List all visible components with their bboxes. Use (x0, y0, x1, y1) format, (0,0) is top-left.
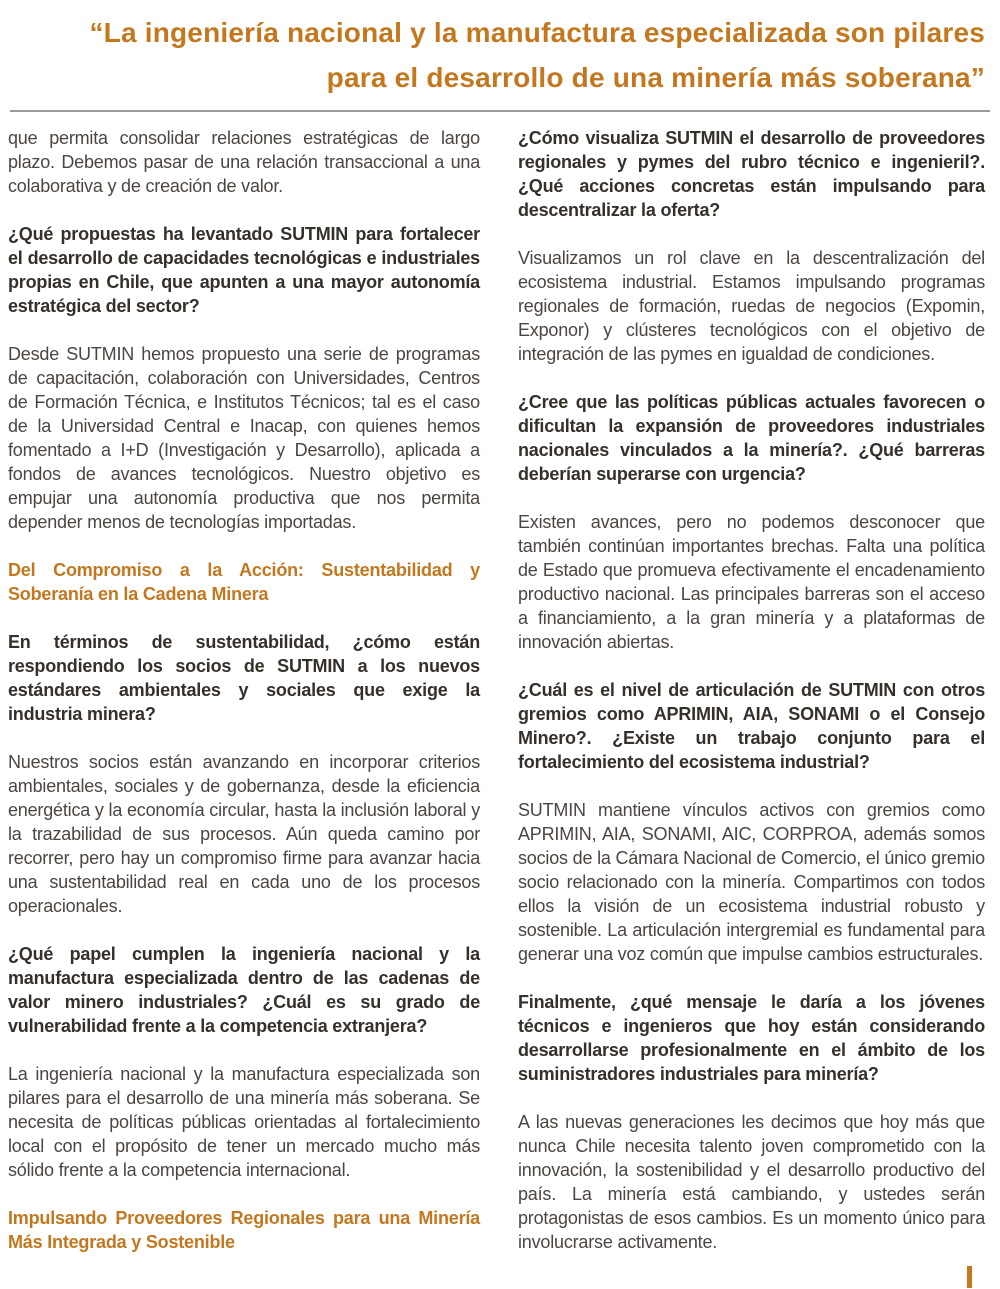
interview-question: ¿Cuál es el nivel de articulación de SUTMIN con otros gremios como APRIMIN, AIA, SONAMI o el Consejo Minero?. ¿Existe un trabajo conjunto para el fortalecimiento del ecosistema industrial? (518, 680, 985, 772)
right-column (518, 126, 985, 1254)
section-heading: Impulsando Proveedores Regionales para una Minería Más Integrada y Sostenible (8, 1208, 480, 1252)
left-column (8, 126, 480, 1254)
interview-answer: Nuestros socios están avanzando en incorporar criterios ambientales, sociales y de gobernanza, desde la eficiencia energética y la economía circular, hasta la inclusión laboral y la trazabilidad de sus procesos. Aún queda camino por recorrer, pero hay un compromiso firme para avanzar hacia una sustentabilidad real en cada uno de los procesos operacionales. (8, 752, 480, 916)
interview-answer: SUTMIN mantiene vínculos activos con gremios como APRIMIN, AIA, SONAMI, AIC, CORPROA, además somos socios de la Cámara Nacional de Comercio, el único gremio socio relacionado con la minería. Compartimos con todos ellos la visión de un ecosistema industrial robusto y sostenible. La articulación intergremial es fundamental para generar una voz común que impulse cambios estructurales. (518, 800, 985, 964)
interview-question: En términos de sustentabilidad, ¿cómo están respondiendo los socios de SUTMIN a los nuevos estándares ambientales y sociales que exige la industria minera? (8, 632, 480, 724)
interview-answer: Visualizamos un rol clave en la descentralización del ecosistema industrial. Estamos impulsando programas regionales de formación, ruedas de negocios (Expomin, Exponor) y clústeres tecnológicos con el objetivo de integración de las pymes en igualdad de condiciones. (518, 248, 985, 364)
interview-question: ¿Cómo visualiza SUTMIN el desarrollo de proveedores regionales y pymes del rubro técnico e ingenieril?. ¿Qué acciones concretas están impulsando para descentralizar la oferta? (518, 128, 985, 220)
interview-question: ¿Qué propuestas ha levantado SUTMIN para fortalecer el desarrollo de capacidades tecnológicas e industriales propias en Chile, que apunten a una mayor autonomía estratégica del sector? (8, 224, 480, 316)
interview-answer: que permita consolidar relaciones estratégicas de largo plazo. Debemos pasar de una relación transaccional a una colaborativa y de creación de valor. (8, 128, 480, 196)
article-body (8, 126, 985, 1254)
article-title-line2: para el desarrollo de una minería más soberana” (326, 62, 985, 93)
interview-question: ¿Cree que las políticas públicas actuales favorecen o dificultan la expansión de proveedores industriales nacionales vinculados a la minería?. ¿Qué barreras deberían superarse con urgencia? (518, 392, 985, 484)
article-title-line1: “La ingeniería nacional y la manufactura especializada son pilares (89, 17, 985, 48)
interview-question: ¿Qué papel cumplen la ingeniería nacional y la manufactura especializada dentro de las cadenas de valor minero industriales? ¿Cuál es su grado de vulnerabilidad frente a la competencia extranjera? (8, 944, 480, 1036)
interview-answer: A las nuevas generaciones les decimos que hoy más que nunca Chile necesita talento joven comprometido con la innovación, la sostenibilidad y el desarrollo productivo del país. La minería está cambiando, y ustedes serán protagonistas de esos cambios. Es un momento único para involucrarse activamente. (518, 1112, 985, 1252)
interview-answer: La ingeniería nacional y la manufactura especializada son pilares para el desarrollo de una minería más soberana. Se necesita de políticas públicas orientadas al fortalecimiento local con el propósito de tener un mercado mucho más sólido frente a la competencia internacional. (8, 1064, 480, 1180)
interview-answer: Desde SUTMIN hemos propuesto una serie de programas de capacitación, colaboración con Universidades, Centros de Formación Técnica, e Institutos Técnicos; tal es el caso de la Universidad Central e Inacap, con quienes hemos fomentado a I+D (Investigación y Desarrollo), aplicada a fondos de avances tecnológicos. Nuestro objetivo es empujar una autonomía productiva que nos permita depender menos de tecnologías importadas. (8, 344, 480, 532)
page-marker (967, 1266, 972, 1288)
section-heading: Del Compromiso a la Acción: Sustentabilidad y Soberanía en la Cadena Minera (8, 560, 480, 604)
divider-rule (10, 110, 990, 112)
article-title (0, 10, 985, 100)
interview-answer: Existen avances, pero no podemos desconocer que también continúan importantes brechas. Falta una política de Estado que promueva efectivamente el encadenamiento productivo nacional. Las principales barreras son el acceso a financiamiento, a la gran minería y a plataformas de innovación abiertas. (518, 512, 985, 652)
interview-question: Finalmente, ¿qué mensaje le daría a los jóvenes técnicos e ingenieros que hoy están considerando desarrollarse profesionalmente en el ámbito de los suministradores industriales para minería? (518, 992, 985, 1084)
